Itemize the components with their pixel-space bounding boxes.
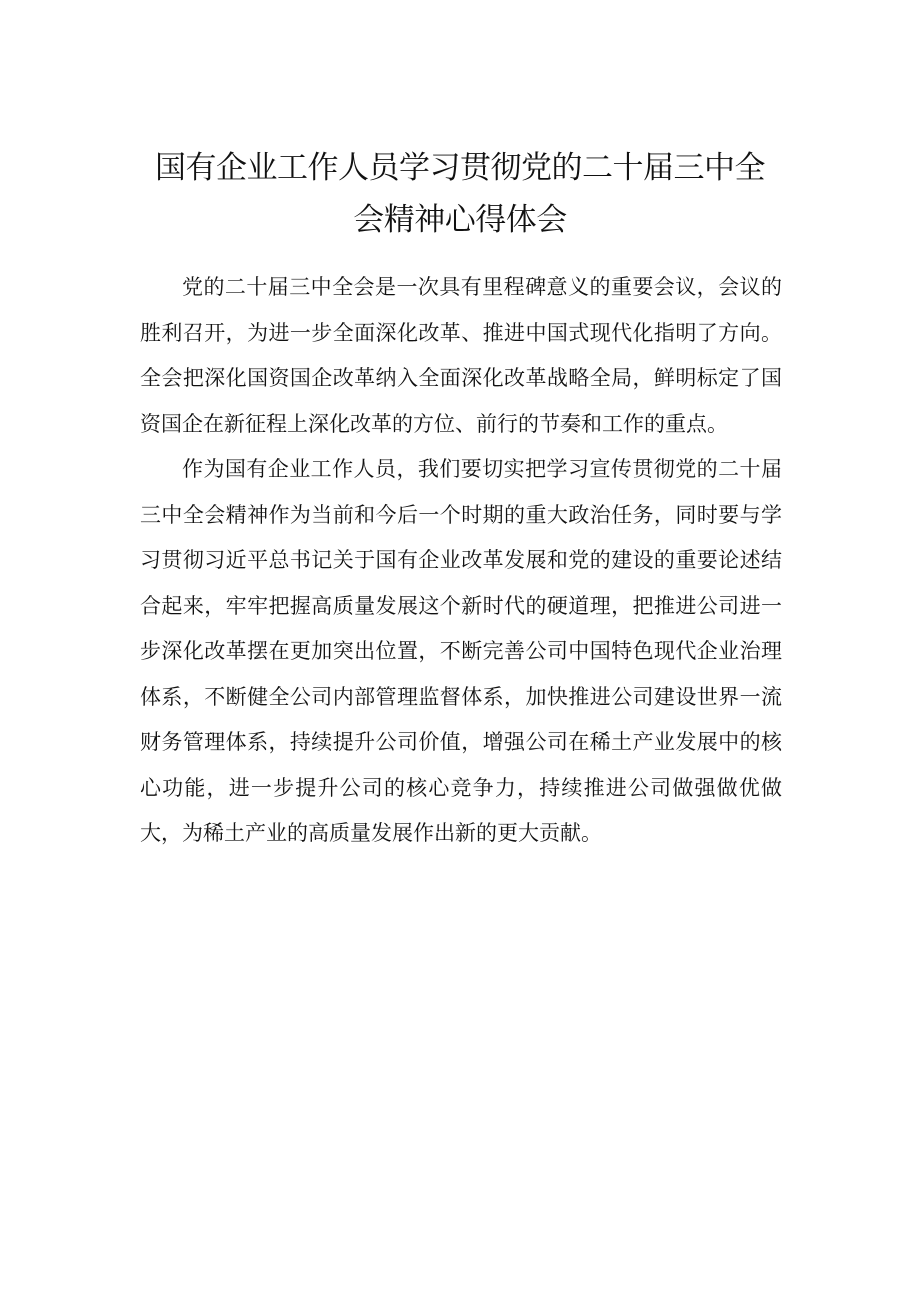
paragraph-1: 党的二十届三中全会是一次具有里程碑意义的重要会议，会议的胜利召开，为进一步全面深化改革、推进中国式现代化指明了方向。全会把深化国资国企改革纳入全面深化改革战略全局，鲜明标定了国资国企在新征程上深化改革的方位、前行的节奏和工作的重点。 (140, 275, 782, 436)
document-title: 国有企业工作人员学习贯彻党的二十届三中全会精神心得体会 (155, 150, 765, 238)
paragraph-2: 作为国有企业工作人员，我们要切实把学习宣传贯彻党的二十届三中全会精神作为当前和今后一个时期的重大政治任务，同时要与学习贯彻习近平总书记关于国有企业改革发展和党的建设的重要论述结合起来，牢牢把握高质量发展这个新时代的硬道理，把推进公司进一步深化改革摆在更加突出位置，不断完善公司中国特色现代企业治理体系，不断健全公司内部管理监督体系，加快推进公司建设世界一流财务管理体系，持续提升公司价值，增强公司在稀土产业发展中的核心功能，进一步提升公司的核心竞争力，持续推进公司做强做优做大，为稀土产业的高质量发展作出新的更大贡献。 (140, 457, 782, 845)
document-body (140, 265, 782, 857)
